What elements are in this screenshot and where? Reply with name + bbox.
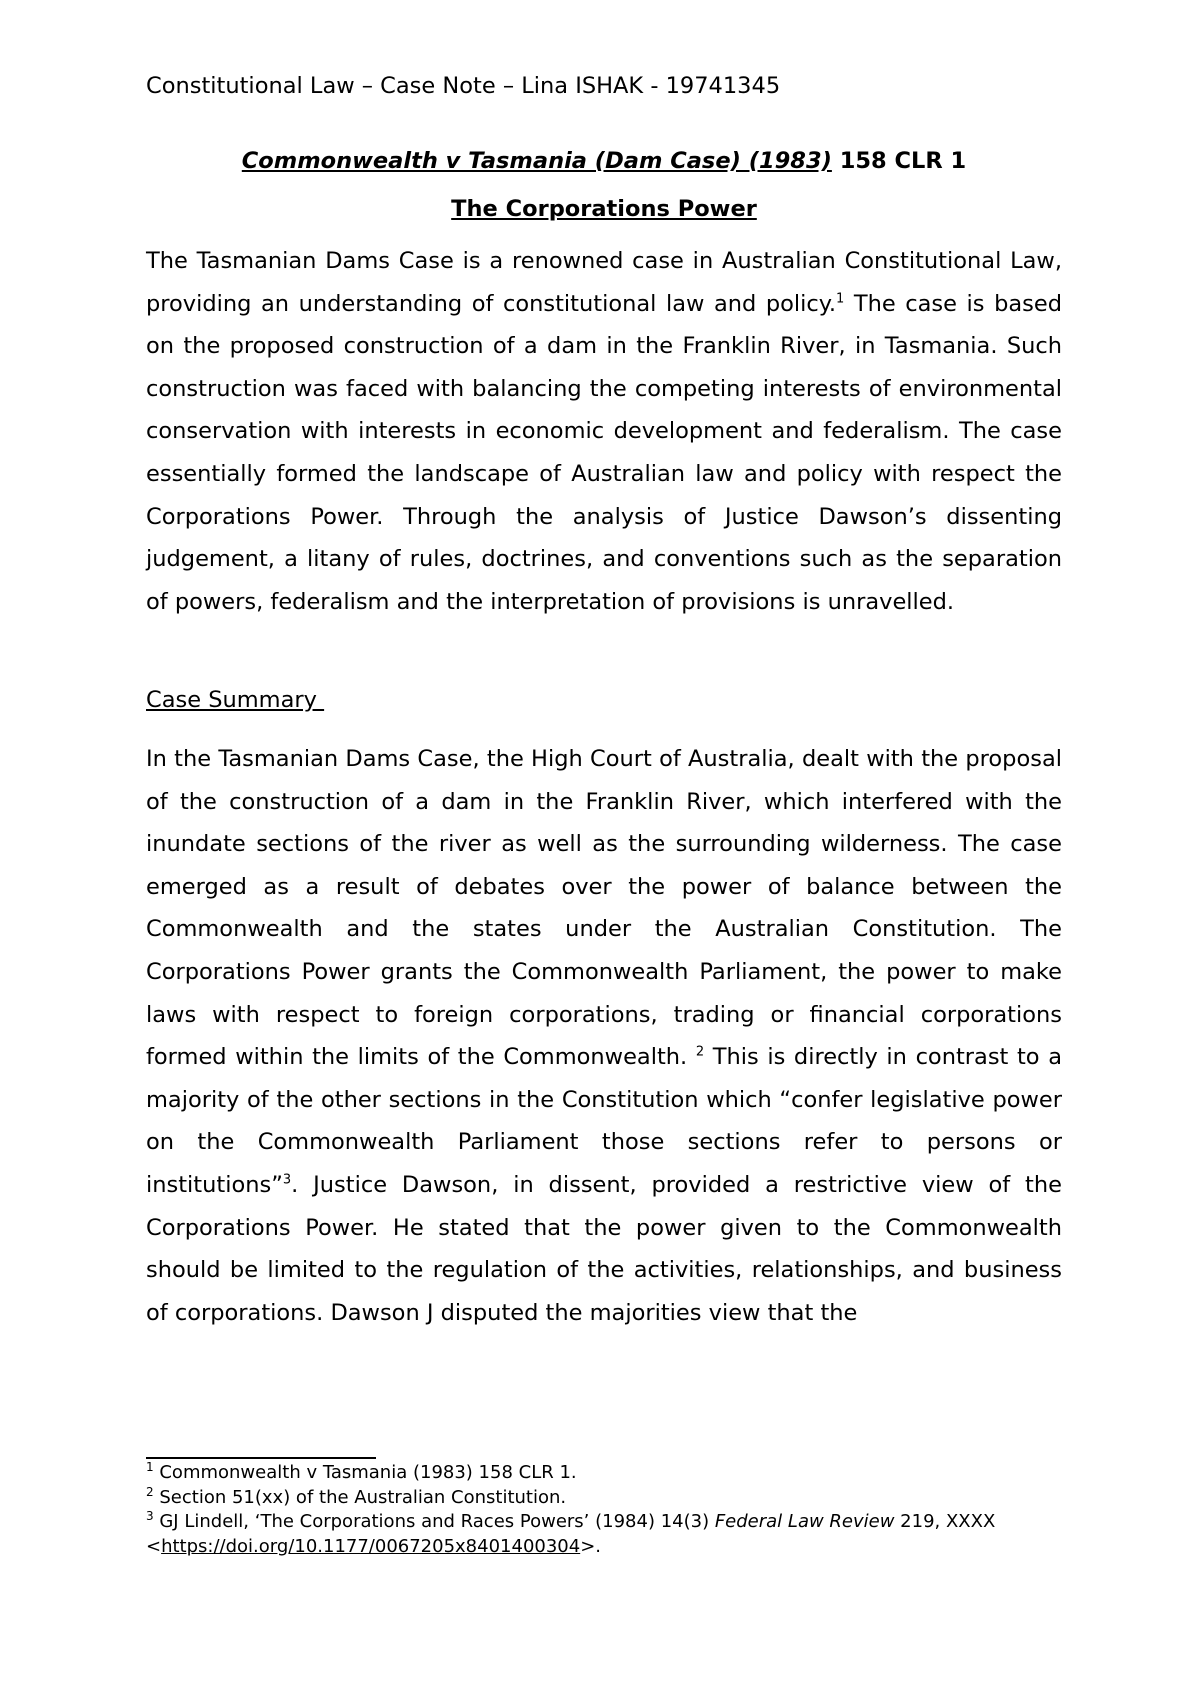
case-name: Commonwealth v Tasmania (Dam Case) (1983)	[241, 148, 832, 174]
journal-title: Federal Law Review	[714, 1511, 895, 1532]
intro-paragraph	[146, 240, 1062, 623]
footnote-ref-1[interactable]: 1	[836, 291, 845, 307]
footnote-text: 219, XXXX <	[146, 1511, 996, 1557]
summary-text-2: This is directly in contrast to a majority of the other sections in the Constitution which “confer legislative power on the Commonwealth Parliament those sections refer to persons or institutions”	[146, 1044, 1062, 1198]
footnotes	[146, 1461, 1062, 1559]
case-summary-paragraph	[146, 738, 1062, 1334]
footnote-text: GJ Lindell, ‘The Corporations and Races Powers’ (1984) 14(3)	[153, 1511, 715, 1532]
summary-text-1: In the Tasmanian Dams Case, the High Court of Australia, dealt with the proposal of the construction of a dam in the Franklin River, which interfered with the inundate sections of the river as well as the surrounding wilderness. The case emerged as a result of debates over the power of balance between the Commonwealth and the states under the Australian Constitution. The Corporations Power grants the Commonwealth Parliament, the power to make laws with respect to foreign corporations, trading or financial corporations formed within the limits of the Commonwealth.	[146, 746, 1062, 1071]
footnote-text: >.	[580, 1535, 602, 1557]
case-summary-heading: Case Summary	[146, 687, 325, 713]
footnote-ref-2[interactable]: 2	[695, 1044, 705, 1060]
footnote-ref-3[interactable]: 3	[282, 1172, 292, 1188]
footnote-1	[146, 1461, 1062, 1486]
footnote-separator	[146, 1457, 376, 1459]
page-header: Constitutional Law – Case Note – Lina ISHAK - 19741345	[146, 73, 781, 99]
footnote-number: 1	[146, 1460, 154, 1474]
footnote-number: 3	[146, 1509, 154, 1523]
intro-text-1: The Tasmanian Dams Case is a renowned case in Australian Constitutional Law, providing an understanding of constitutional law and policy.	[146, 248, 1062, 317]
case-citation: 158 CLR 1	[839, 148, 967, 174]
footnote-3	[146, 1510, 1062, 1559]
footnote-text: Commonwealth v Tasmania (1983) 158 CLR 1.	[153, 1462, 577, 1483]
footnote-text: Section 51(xx) of the Australian Constitution.	[153, 1486, 567, 1508]
footnote-2	[146, 1486, 1062, 1511]
section-title: The Corporations Power	[451, 196, 757, 222]
footnote-number: 2	[146, 1484, 154, 1499]
intro-text-2: The case is based on the proposed construction of a dam in the Franklin River, in Tasmania. Such construction was faced with balancing the competing interests of environmental conservation with interests in economic development and federalism. The case essentially formed the landscape of Australian law and policy with respect the Corporations Power. Through the analysis of Justice Dawson’s dissenting judgement, a litany of rules, doctrines, and conventions such as the separation of powers, federalism and the interpretation of provisions is unravelled.	[146, 290, 1062, 615]
doi-link[interactable]: https://doi.org/10.1177/0067205x8401400304	[161, 1535, 581, 1557]
case-title	[0, 145, 1200, 177]
summary-text-3: . Justice Dawson, in dissent, provided a restrictive view of the Corporations Power. He stated that the power given to the Commonwealth should be limited to the regulation of the activities, relationships, and business of corporations. Dawson J disputed the majorities view that the	[146, 1171, 1062, 1326]
